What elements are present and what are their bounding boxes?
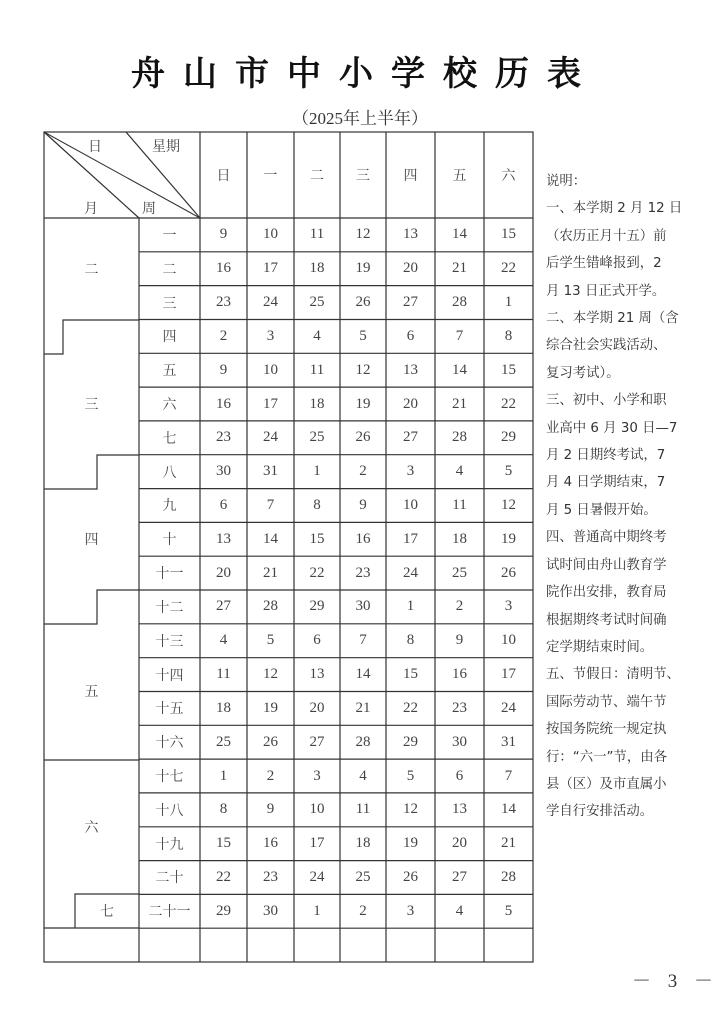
date-cell: 6 xyxy=(313,632,321,649)
notes-line: 定学期结束时间。 xyxy=(546,639,654,655)
week-number: 十五 xyxy=(155,701,184,718)
date-cell: 21 xyxy=(452,395,467,412)
date-cell: 3 xyxy=(504,598,513,615)
date-cell: 1 xyxy=(313,463,321,480)
date-cell: 10 xyxy=(263,361,278,378)
date-cell: 25 xyxy=(216,733,231,750)
date-cell: 22 xyxy=(216,868,231,885)
corner-day-label: 日 xyxy=(88,139,102,155)
month-label: 六 xyxy=(84,819,99,836)
date-cell: 17 xyxy=(263,260,278,277)
date-cell: 23 xyxy=(355,564,371,581)
date-cell: 2 xyxy=(359,463,367,480)
date-cell: 29 xyxy=(216,902,231,919)
date-cell: 21 xyxy=(355,699,371,716)
date-cell: 15 xyxy=(501,361,516,378)
date-cell: 3 xyxy=(406,902,415,919)
corner-weekday-label: 星期 xyxy=(152,139,180,155)
date-cell: 10 xyxy=(403,496,418,513)
date-cell: 16 xyxy=(263,835,278,852)
week-number: 十八 xyxy=(155,802,184,819)
date-cell: 27 xyxy=(216,598,231,615)
date-cell: 28 xyxy=(263,598,278,615)
date-cell: 27 xyxy=(403,429,418,446)
weekday-header: 一 xyxy=(263,168,278,184)
date-cell: 13 xyxy=(403,361,418,378)
date-cell: 19 xyxy=(355,395,371,412)
date-cell: 23 xyxy=(452,699,467,716)
date-cell: 28 xyxy=(452,294,467,311)
month-label: 五 xyxy=(84,684,99,701)
date-cell: 2 xyxy=(455,598,464,615)
date-cell: 7 xyxy=(504,767,513,784)
page-subtitle: （2025年上半年） xyxy=(292,109,428,128)
date-cell: 12 xyxy=(263,666,278,683)
date-cell: 1 xyxy=(219,767,228,784)
date-cell: 17 xyxy=(263,395,278,412)
date-cell: 11 xyxy=(452,496,467,513)
week-number: 八 xyxy=(162,464,177,481)
weekday-header: 日 xyxy=(216,168,231,184)
date-cell: 20 xyxy=(452,835,467,852)
date-cell: 14 xyxy=(452,226,467,243)
date-cell: 20 xyxy=(403,395,418,412)
date-cell: 26 xyxy=(501,564,516,581)
notes-line: 后学生错峰报到，2 xyxy=(546,256,662,272)
date-cell: 3 xyxy=(313,767,321,784)
date-cell: 22 xyxy=(309,564,325,581)
date-cell: 9 xyxy=(219,226,228,243)
date-cell: 25 xyxy=(309,429,325,446)
month-label: 二 xyxy=(84,261,99,278)
date-cell: 21 xyxy=(452,260,467,277)
date-cell: 28 xyxy=(452,429,467,446)
notes-line: 五、节假日：清明节、 xyxy=(546,667,680,683)
corner-week-label: 周 xyxy=(142,201,156,217)
week-number: 十四 xyxy=(155,667,184,684)
date-cell: 16 xyxy=(355,530,371,547)
date-cell: 20 xyxy=(216,564,231,581)
notes-line: 行：“六一”节，由各 xyxy=(546,749,667,765)
page-number: － 3 － xyxy=(632,971,720,992)
notes-line: 二、本学期 21 周（含 xyxy=(546,311,679,327)
week-number: 十一 xyxy=(155,566,184,583)
date-cell: 13 xyxy=(403,226,418,243)
date-cell: 8 xyxy=(313,496,321,513)
date-cell: 28 xyxy=(501,868,516,885)
date-cell: 15 xyxy=(501,226,516,243)
date-cell: 5 xyxy=(359,327,367,344)
date-cell: 15 xyxy=(403,666,418,683)
date-cell: 6 xyxy=(219,496,228,513)
date-cell: 3 xyxy=(406,463,415,480)
weekday-header: 三 xyxy=(356,168,370,184)
date-cell: 2 xyxy=(219,327,228,344)
date-cell: 30 xyxy=(216,463,231,480)
date-cell: 8 xyxy=(504,327,513,344)
week-number: 十三 xyxy=(155,633,184,650)
date-cell: 17 xyxy=(403,530,418,547)
date-cell: 15 xyxy=(309,530,325,547)
week-number: 一 xyxy=(162,227,177,244)
date-cell: 11 xyxy=(216,666,231,683)
page-title: 舟山市中小学校历表 xyxy=(131,54,599,94)
week-number xyxy=(139,928,200,962)
date-cell: 18 xyxy=(309,260,325,277)
date-cell: 5 xyxy=(266,632,275,649)
date-cell: 30 xyxy=(355,598,371,615)
notes-line: 月 2 日期终考试，7 xyxy=(546,448,666,464)
week-number: 二 xyxy=(162,261,177,278)
date-cell: 17 xyxy=(309,835,325,852)
notes-line: 国际劳动节、端午节 xyxy=(546,694,667,710)
date-cell: 14 xyxy=(452,361,467,378)
date-cell: 21 xyxy=(501,835,516,852)
date-cell: 30 xyxy=(452,733,467,750)
date-cell: 23 xyxy=(216,294,231,311)
date-cell: 24 xyxy=(263,294,278,311)
date-cell: 11 xyxy=(309,361,325,378)
date-cell: 8 xyxy=(406,632,415,649)
date-cell: 18 xyxy=(452,530,467,547)
date-cell: 1 xyxy=(313,902,321,919)
notes-line: 县（区）及市直属小 xyxy=(546,776,667,792)
date-cell: 19 xyxy=(263,699,278,716)
date-cell: 11 xyxy=(309,226,325,243)
notes-line: 试时间由舟山教育学 xyxy=(546,557,667,573)
date-cell: 27 xyxy=(452,868,467,885)
date-cell: 14 xyxy=(501,801,516,818)
notes-body xyxy=(546,195,716,825)
week-number: 十二 xyxy=(155,599,184,616)
date-cell: 24 xyxy=(309,868,325,885)
date-cell: 12 xyxy=(501,496,516,513)
date-cell: 13 xyxy=(452,801,467,818)
date-cell xyxy=(340,928,386,962)
week-number: 十 xyxy=(162,532,177,549)
week-number: 十六 xyxy=(155,735,184,752)
week-number: 十七 xyxy=(155,769,184,786)
month-label: 四 xyxy=(84,532,99,549)
date-cell: 26 xyxy=(263,733,278,750)
date-cell: 28 xyxy=(355,733,371,750)
date-cell: 8 xyxy=(219,801,228,818)
date-cell: 26 xyxy=(403,868,418,885)
date-cell: 2 xyxy=(266,767,275,784)
date-cell: 9 xyxy=(219,361,228,378)
date-cell: 10 xyxy=(501,632,516,649)
date-cell: 19 xyxy=(355,260,371,277)
date-cell: 18 xyxy=(355,835,371,852)
notes-line: 综合社会实践活动、 xyxy=(546,338,667,354)
date-cell: 10 xyxy=(263,226,278,243)
date-cell: 29 xyxy=(403,733,418,750)
date-cell xyxy=(247,928,294,962)
date-cell: 22 xyxy=(501,260,516,277)
week-number: 二十 xyxy=(155,870,184,887)
date-cell: 27 xyxy=(309,733,325,750)
date-cell: 20 xyxy=(309,699,325,716)
date-cell: 30 xyxy=(263,902,278,919)
date-cell: 12 xyxy=(355,226,371,243)
date-cell: 25 xyxy=(452,564,467,581)
date-cell xyxy=(386,928,435,962)
date-cell: 2 xyxy=(359,902,367,919)
notes-line: 院作出安排，教育局 xyxy=(546,585,667,601)
date-cell: 3 xyxy=(266,327,275,344)
date-cell: 23 xyxy=(216,429,231,446)
date-cell: 4 xyxy=(359,767,367,784)
date-cell: 14 xyxy=(263,530,278,547)
date-cell: 5 xyxy=(406,767,415,784)
date-cell: 11 xyxy=(355,801,371,818)
date-cell: 18 xyxy=(216,699,231,716)
date-cell: 7 xyxy=(266,496,275,513)
date-cell: 1 xyxy=(406,598,415,615)
date-cell: 7 xyxy=(359,632,367,649)
date-cell: 9 xyxy=(455,632,464,649)
notes-line: 月 4 日学期结束，7 xyxy=(546,475,666,491)
notes-line: 业高中 6 月 30 日—7 xyxy=(546,420,678,436)
notes-line: 三、初中、小学和职 xyxy=(546,393,667,409)
date-cell: 22 xyxy=(403,699,418,716)
date-cell: 1 xyxy=(504,294,513,311)
weekday-header: 五 xyxy=(452,168,467,184)
date-cell: 21 xyxy=(263,564,278,581)
date-cell: 14 xyxy=(355,666,371,683)
date-cell: 17 xyxy=(501,666,516,683)
date-cell: 31 xyxy=(263,463,278,480)
date-cell: 26 xyxy=(355,294,371,311)
date-cell: 12 xyxy=(355,361,371,378)
date-cell: 13 xyxy=(216,530,231,547)
date-cell: 7 xyxy=(455,327,464,344)
date-cell xyxy=(294,928,340,962)
date-cell: 24 xyxy=(403,564,418,581)
date-cell: 16 xyxy=(216,260,231,277)
date-cell: 31 xyxy=(501,733,516,750)
weekday-header: 四 xyxy=(403,168,418,184)
week-number: 三 xyxy=(162,295,177,312)
week-number: 四 xyxy=(162,329,177,346)
date-cell xyxy=(200,928,247,962)
date-cell: 29 xyxy=(309,598,325,615)
notes-line: 月 13 日正式开学。 xyxy=(546,283,666,299)
weekday-header: 六 xyxy=(501,168,516,184)
date-cell: 23 xyxy=(263,868,278,885)
date-cell: 15 xyxy=(216,835,231,852)
notes-line: 学自行安排活动。 xyxy=(546,804,654,820)
date-cell: 4 xyxy=(313,327,321,344)
date-cell: 26 xyxy=(355,429,371,446)
notes-line: 月 5 日暑假开始。 xyxy=(546,502,657,518)
date-cell: 27 xyxy=(403,294,418,311)
notes-line: 一、本学期 2 月 12 日 xyxy=(546,201,683,217)
month-label: 七 xyxy=(100,904,114,921)
date-cell: 4 xyxy=(455,463,464,480)
notes-line: 复习考试）。 xyxy=(546,365,620,381)
date-cell: 19 xyxy=(501,530,516,547)
date-cell: 25 xyxy=(309,294,325,311)
date-cell: 5 xyxy=(504,902,513,919)
date-cell: 6 xyxy=(455,767,464,784)
month-label: 三 xyxy=(84,397,99,413)
week-number: 二十一 xyxy=(148,904,191,921)
date-cell xyxy=(435,928,484,962)
weekday-header: 二 xyxy=(310,168,324,184)
date-cell: 9 xyxy=(266,801,275,818)
week-number: 九 xyxy=(162,498,177,515)
date-cell: 4 xyxy=(219,632,228,649)
week-number: 七 xyxy=(162,430,177,447)
date-cell xyxy=(484,928,533,962)
notes-panel xyxy=(546,168,716,826)
date-cell: 22 xyxy=(501,395,516,412)
date-cell: 19 xyxy=(403,835,418,852)
corner-month-label: 月 xyxy=(84,201,98,217)
notes-line: 四、普通高中期终考 xyxy=(546,530,667,546)
notes-line: 按国务院统一规定执 xyxy=(546,722,667,738)
week-number: 十九 xyxy=(155,836,184,853)
notes-line: 根据期终考试时间确 xyxy=(546,612,667,628)
date-cell: 25 xyxy=(355,868,371,885)
date-cell: 20 xyxy=(403,260,418,277)
date-cell: 18 xyxy=(309,395,325,412)
week-number: 五 xyxy=(162,363,177,380)
date-cell: 6 xyxy=(406,327,415,344)
date-cell: 10 xyxy=(309,801,325,818)
date-cell: 16 xyxy=(452,666,467,683)
date-cell: 24 xyxy=(263,429,278,446)
date-cell: 29 xyxy=(501,429,516,446)
date-cell: 12 xyxy=(403,801,418,818)
notes-line: （农历正月十五）前 xyxy=(546,228,667,244)
date-cell: 9 xyxy=(359,496,367,513)
week-number: 六 xyxy=(162,397,177,413)
date-cell: 24 xyxy=(501,699,516,716)
notes-heading: 说明： xyxy=(546,174,587,189)
date-cell: 16 xyxy=(216,395,231,412)
date-cell: 4 xyxy=(455,902,464,919)
date-cell: 13 xyxy=(309,666,325,683)
date-cell: 5 xyxy=(504,463,513,480)
